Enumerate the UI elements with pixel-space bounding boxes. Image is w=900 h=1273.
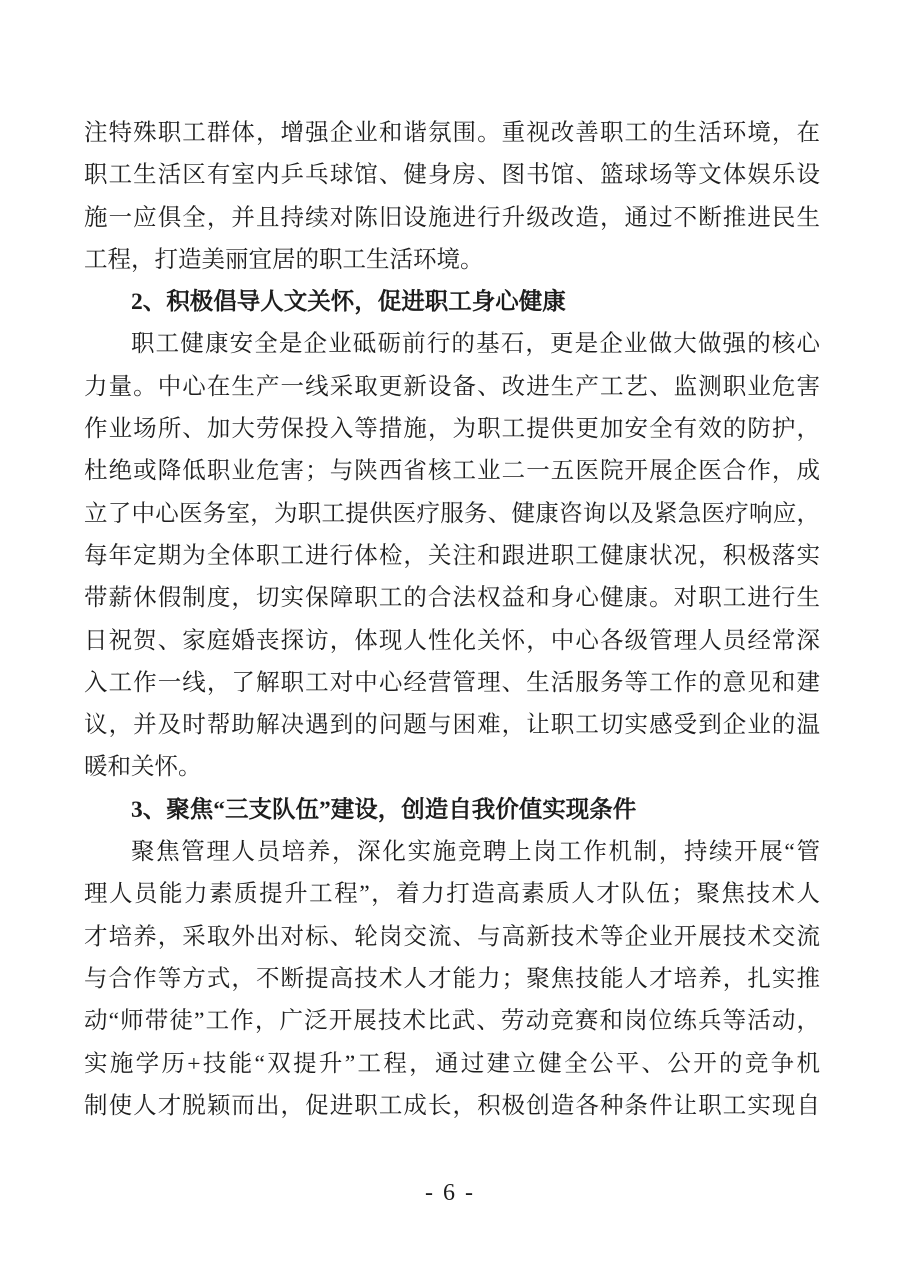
body-text-line: 动“师带徒”工作，广泛开展技术比武、劳动竞赛和岗位练兵等活动， [84, 1008, 820, 1035]
body-text-line: 力量。中心在生产一线采取更新设备、改进生产工艺、监测职业危害 [84, 373, 820, 400]
body-text-line: 日祝贺、家庭婚丧探访，体现人性化关怀，中心各级管理人员经常深 [84, 627, 820, 654]
body-text-line: 带薪休假制度，切实保障职工的合法权益和身心健康。对职工进行生 [84, 585, 820, 612]
heading-line: 2、积极倡导人文关怀，促进职工身心健康 [131, 289, 566, 316]
body-text-line: 才培养，采取外出对标、轮岗交流、与高新技术等企业开展技术交流 [84, 923, 820, 950]
body-text-line: 实施学历+技能“双提升”工程，通过建立健全公平、公开的竞争机 [84, 1050, 820, 1077]
body-text-line: 理人员能力素质提升工程”，着力打造高素质人才队伍；聚焦技术人 [84, 881, 820, 908]
body-text-line: 职工生活区有室内乒乓球馆、健身房、图书馆、篮球场等文体娱乐设 [84, 162, 820, 189]
body-text-line: 议，并及时帮助解决遇到的问题与困难，让职工切实感受到企业的温 [84, 712, 820, 739]
body-text-line: 聚焦管理人员培养，深化实施竞聘上岗工作机制，持续开展“管 [131, 839, 820, 866]
body-text-line: 工程，打造美丽宜居的职工生活环境。 [84, 246, 484, 273]
body-text-line: 注特殊职工群体，增强企业和谐氛围。重视改善职工的生活环境，在 [84, 120, 820, 146]
heading-line: 3、聚焦“三支队伍”建设，创造自我价值实现条件 [131, 796, 637, 823]
body-text-line: 暖和关怀。 [84, 754, 202, 781]
body-text-line: 入工作一线，了解职工对中心经营管理、生活服务等工作的意见和建 [84, 669, 820, 696]
body-text-line: 职工健康安全是企业砥砺前行的基石，更是企业做大做强的核心 [131, 331, 820, 358]
body-text-line: 作业场所、加大劳保投入等措施，为职工提供更加安全有效的防护， [84, 416, 820, 443]
body-text-line: 制使人才脱颖而出，促进职工成长，积极创造各种条件让职工实现自 [84, 1092, 820, 1119]
body-text-line: 每年定期为全体职工进行体检，关注和跟进职工健康状况，积极落实 [84, 542, 820, 569]
body-text-line: 杜绝或降低职业危害；与陕西省核工业二一五医院开展企医合作，成 [84, 458, 820, 485]
body-text-line: 施一应俱全，并且持续对陈旧设施进行升级改造，通过不断推进民生 [84, 204, 820, 231]
page-number: - 6 - [425, 1180, 475, 1206]
body-text-line: 立了中心医务室，为职工提供医疗服务、健康咨询以及紧急医疗响应， [84, 500, 820, 527]
document-body [84, 112, 820, 1127]
body-text-line: 与合作等方式，不断提高技术人才能力；聚焦技能人才培养，扎实推 [84, 965, 820, 992]
